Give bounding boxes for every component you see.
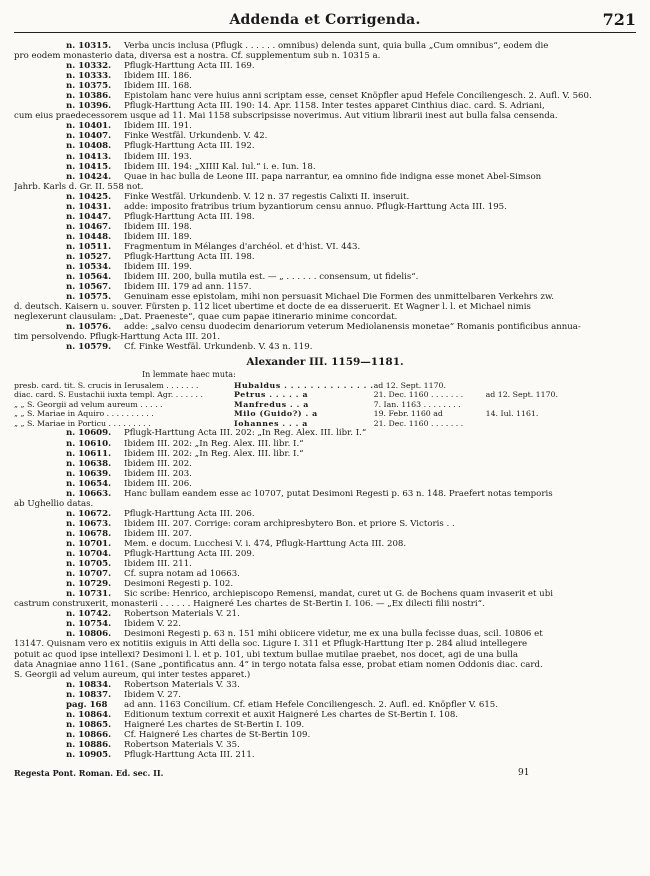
entry-row bbox=[14, 192, 636, 202]
entry-row bbox=[14, 710, 636, 720]
lemma-role: presb. card. tit. S. crucis in Ierusalem . . . . . . . bbox=[14, 380, 199, 390]
entry-text: Verba uncis inclusa (Pflugk . . . . . . omnibus) delenda sunt, quia bulla „Cum omnibus“, eodem die bbox=[124, 41, 549, 51]
entry-continuation: tim persolvendo. Pflugk-Harttung Acta III. 201. bbox=[14, 332, 221, 343]
entry-text: Robertson Materials V. 35. bbox=[124, 739, 240, 750]
entry-row bbox=[14, 519, 636, 529]
entry-text: Ibidem III. 198. bbox=[124, 221, 192, 232]
entry-continuation: pro eodem monasterio data, diversa est a nostra. Cf. supplementum sub n. 10315 a. bbox=[14, 51, 381, 62]
entry-text: Ibidem III. 189. bbox=[124, 231, 192, 242]
lemma-fin bbox=[486, 419, 586, 429]
entry-row bbox=[14, 91, 636, 101]
running-title: Addenda et Corrigenda. bbox=[229, 12, 421, 28]
lemma-row bbox=[14, 381, 586, 391]
entry-continuation: neglexerunt clausulam: „Dat. Praeneste“, quae cum papae itinerario minime concordat. bbox=[14, 312, 398, 323]
entry-number: n. 10415. bbox=[66, 161, 112, 172]
lemma-date: ad 12. Sept. 1170. bbox=[373, 380, 446, 390]
entry-row bbox=[14, 720, 636, 730]
entry-number: n. 10678. bbox=[66, 528, 112, 539]
entries-list-a bbox=[14, 41, 636, 352]
entry-row bbox=[14, 740, 636, 750]
entry-row bbox=[14, 509, 636, 519]
entry-number: n. 10332. bbox=[66, 61, 112, 72]
entry-row bbox=[14, 489, 636, 499]
entry-row bbox=[14, 469, 636, 479]
entry-number: n. 10705. bbox=[66, 559, 112, 570]
lemma-name: Iohannes . . . a bbox=[234, 418, 308, 428]
entry-row bbox=[14, 589, 636, 599]
entry-number: n. 10663. bbox=[66, 488, 112, 499]
entry-number: n. 10407. bbox=[66, 131, 112, 142]
lemma-fin bbox=[486, 381, 586, 391]
entry-continuation: data Anagniae anno 1161. (Sane „pontificatus ann. 4“ in tergo notata falsa esse, probat etiam nomen Oddonis diac. card. bbox=[14, 659, 543, 670]
lemma-table bbox=[14, 381, 586, 429]
entry-text: adde: „salvo censu duodecim denariorum veterum Mediolanensis monetae“ Romanis pontificibus annua- bbox=[124, 322, 581, 333]
entry-text: Desimoni Regesti p. 102. bbox=[124, 579, 234, 590]
entry-text: Cf. Finke Westfäl. Urkundenb. V. 43 n. 119. bbox=[124, 342, 313, 353]
lemma-date: 19. Febr. 1160 ad bbox=[373, 409, 443, 419]
entry-text: ad ann. 1163 Concilium. Cf. etiam Hefele Conciliengesch. 2. Aufl. ed. Knöpfler V. 615. bbox=[124, 699, 498, 710]
entry-text: Ibidem III. 202. bbox=[124, 458, 192, 469]
entry-number: n. 10579. bbox=[66, 342, 112, 353]
entry-number: n. 10564. bbox=[66, 272, 112, 283]
entry-row bbox=[14, 282, 636, 292]
entry-text: Robertson Materials V. 21. bbox=[124, 609, 240, 620]
entry-row bbox=[14, 569, 636, 579]
entry-row bbox=[14, 121, 636, 131]
entry-row bbox=[14, 262, 636, 272]
entry-text: Finke Westfäl. Urkundenb. V. 42. bbox=[124, 131, 268, 142]
entry-number: n. 10424. bbox=[66, 171, 112, 182]
entry-row bbox=[14, 680, 636, 690]
entry-text: Ibidem III. 179 ad ann. 1157. bbox=[124, 282, 252, 293]
entry-number: n. 10742. bbox=[66, 609, 112, 620]
entry-row bbox=[14, 81, 636, 91]
entry-number: n. 10806. bbox=[66, 629, 112, 640]
entry-number: n. 10609. bbox=[66, 428, 112, 439]
entry-text: Ibidem V. 27. bbox=[124, 689, 181, 700]
page-footer bbox=[14, 768, 636, 782]
entry-continuation: S. Georgii ad velum aureum, qui inter testes apparet.) bbox=[14, 669, 251, 680]
entry-row bbox=[14, 529, 636, 539]
entry-text: Ibidem III. 191. bbox=[124, 121, 192, 132]
entry-text: Quae in hac bulla de Leone III. papa narrantur, ea omnino fide indigna esse monet Abel-Simson bbox=[124, 171, 542, 182]
entry-text: Finke Westfäl. Urkundenb. V. 12 n. 37 regestis Calixti II. inseruit. bbox=[124, 191, 410, 202]
entry-continuation: d. deutsch. Kaisern u. souver. Fürsten p. 112 licet ubertime et docte de ea disseruerit. Et Wagner l. l. et Michael nimis bbox=[14, 302, 531, 313]
entry-number: n. 10534. bbox=[66, 262, 112, 273]
entry-number: n. 10447. bbox=[66, 211, 112, 222]
entry-number: n. 10413. bbox=[66, 151, 112, 162]
entry-row bbox=[14, 750, 636, 760]
entry-text: Cf. Haigneré Les chartes de St-Bertin 109. bbox=[124, 729, 311, 740]
entry-row bbox=[14, 559, 636, 569]
entry-row bbox=[14, 609, 636, 619]
entry-text: Pflugk-Harttung Acta III. 192. bbox=[124, 141, 255, 152]
entry-row bbox=[14, 141, 636, 151]
lemma-name: Petrus . . . . . a bbox=[234, 390, 309, 400]
entry-continuation: 13147. Quisnam vero ex notitiis exiguis in Atti della soc. Ligure I. 311 et Pflugk-Harttung Iter p. 284 aliud intellegere bbox=[14, 639, 528, 650]
entry-text: Pflugk-Harttung Acta III. 209. bbox=[124, 549, 255, 560]
entry-row bbox=[14, 549, 636, 559]
lemma-name: Hubaldus . . . . . . . . . . . . . . bbox=[234, 380, 374, 390]
entry-row bbox=[14, 162, 636, 172]
entry-text: Ibidem III. 203. bbox=[124, 468, 192, 479]
entry-text: Pflugk-Harttung Acta III. 169. bbox=[124, 61, 255, 72]
entry-row bbox=[14, 322, 636, 332]
entry-number: n. 10654. bbox=[66, 478, 112, 489]
entry-text: adde: imposito fratribus trium byzantiorum censu annuo. Pflugk-Harttung Acta III. 195. bbox=[124, 201, 507, 212]
entry-continuation: potuit ac quod ipse intellexi? Desimoni l. l. et p. 101, ubi textum bullae mutilae praebet, nos docet, agi de una bulla bbox=[14, 649, 519, 660]
entry-text: Ibidem III. 194: „XIIII Kal. Iul.“ i. e. Iun. 18. bbox=[124, 161, 316, 172]
entry-row bbox=[14, 342, 636, 352]
lemma-name: Manfredus . . a bbox=[234, 399, 309, 409]
entry-text: Ibidem III. 200, bulla mutila est. — „ . . . . . . consensum, ut fidelis“. bbox=[124, 272, 419, 283]
entry-row bbox=[14, 202, 636, 212]
entry-row bbox=[14, 172, 636, 182]
lemma-row bbox=[14, 419, 586, 429]
entry-text: Ibidem III. 186. bbox=[124, 71, 192, 82]
entry-number: n. 10834. bbox=[66, 679, 112, 690]
lemma-role: „ „ S. Mariae in Aquiro . . . . . . . . . . bbox=[14, 409, 154, 419]
lemma-role: „ „ S. Mariae in Porticu . . . . . . . . . bbox=[14, 418, 151, 428]
entries-list-b bbox=[14, 428, 636, 760]
entry-row bbox=[14, 222, 636, 232]
lemma-role: diac. card. S. Eustachii iuxta templ. Agr. . . . . . . bbox=[14, 390, 203, 400]
entry-text: Cf. supra notam ad 10663. bbox=[124, 569, 240, 580]
entry-text: Hanc bullam eandem esse ac 10707, putat Desimoni Regesti p. 63 n. 148. Praefert notas temporis bbox=[124, 488, 553, 499]
entry-text: Ibidem III. 207. bbox=[124, 528, 192, 539]
entry-number: n. 10886. bbox=[66, 739, 112, 750]
section-title: Alexander III. 1159—1181. bbox=[246, 356, 404, 369]
entry-text: Ibidem III. 193. bbox=[124, 151, 192, 162]
page-number: 721 bbox=[602, 10, 636, 29]
lemma-row bbox=[14, 409, 586, 419]
entry-text: Pflugk-Harttung Acta III. 198. bbox=[124, 211, 255, 222]
page-body bbox=[14, 41, 636, 760]
entry-number: n. 10401. bbox=[66, 121, 112, 132]
entry-number: n. 10731. bbox=[66, 589, 112, 600]
entry-row bbox=[14, 539, 636, 549]
entry-text: Pflugk-Harttung Acta III. 202: „In Reg. Alex. III. libr. I.“ bbox=[124, 428, 367, 439]
entry-row bbox=[14, 71, 636, 81]
entry-number: n. 10575. bbox=[66, 292, 112, 303]
entry-row bbox=[14, 579, 636, 589]
entry-number: n. 10704. bbox=[66, 549, 112, 560]
signature-mark: 91 bbox=[518, 768, 530, 779]
page bbox=[14, 8, 636, 782]
entry-row bbox=[14, 459, 636, 469]
lemma-name: Milo (Guido?) . a bbox=[234, 409, 318, 419]
page-header bbox=[14, 8, 636, 33]
entry-continuation: cum eius praedecessorem usque ad 11. Mai 1158 subscripsisse noverimus. Aut vitium librarii inest aut bulla falsa censenda. bbox=[14, 111, 558, 122]
entry-continuation: Jahrb. Karls d. Gr. II. 558 not. bbox=[14, 181, 144, 192]
entry-text: Haigneré Les chartes de St-Bertin I. 109. bbox=[124, 719, 305, 730]
entry-number: n. 10431. bbox=[66, 201, 112, 212]
entry-number: n. 10396. bbox=[66, 101, 112, 112]
entry-text: Mem. e docum. Lucchesi V. i. 474, Pflugk-Harttung Acta III. 208. bbox=[124, 538, 407, 549]
entry-row bbox=[14, 242, 636, 252]
entry-row bbox=[14, 730, 636, 740]
entry-text: Ibidem III. 211. bbox=[124, 559, 192, 570]
entry-number: n. 10837. bbox=[66, 689, 112, 700]
entry-text: Genuinam esse epistolam, mihi non persuasit Michael Die Formen des unmittelbaren Verkehrs zw. bbox=[124, 292, 555, 303]
entry-text: Pflugk-Harttung Acta III. 211. bbox=[124, 749, 255, 760]
entry-text: Pflugk-Harttung Acta III. 206. bbox=[124, 508, 255, 519]
entry-row bbox=[14, 41, 636, 51]
entry-number: n. 10315. bbox=[66, 41, 112, 51]
entry-number: n. 10408. bbox=[66, 141, 112, 152]
entry-row bbox=[14, 428, 636, 438]
entry-number: pag. 168 bbox=[66, 699, 108, 710]
entry-text: Ibidem III. 206. bbox=[124, 478, 192, 489]
entry-text: Epistolam hanc vere huius anni scriptam esse, censet Knöpfler apud Hefele Conciliengesch. 2. Aufl. V. 560. bbox=[124, 91, 592, 102]
entry-row bbox=[14, 212, 636, 222]
entry-number: n. 10386. bbox=[66, 91, 112, 102]
entry-row bbox=[14, 252, 636, 262]
entry-row bbox=[14, 232, 636, 242]
entry-number: n. 10864. bbox=[66, 709, 112, 720]
lemma-date: 21. Dec. 1160 . . . . . . . bbox=[373, 390, 464, 400]
entry-row bbox=[14, 292, 636, 302]
entry-continuation: castrum construxerit, monasterii . . . . . . Haigneré Les chartes de St-Bertin I. 106. — „Ex dilecti filii nostri“. bbox=[14, 599, 485, 610]
entry-number: n. 10467. bbox=[66, 221, 112, 232]
entry-number: n. 10448. bbox=[66, 231, 112, 242]
entry-number: n. 10672. bbox=[66, 508, 112, 519]
entry-number: n. 10527. bbox=[66, 251, 112, 262]
source-line: Regesta Pont. Roman. Ed. sec. II. bbox=[14, 768, 164, 779]
entry-number: n. 10707. bbox=[66, 569, 112, 580]
entry-number: n. 10610. bbox=[66, 438, 112, 449]
entry-text: Robertson Materials V. 33. bbox=[124, 679, 240, 690]
entry-number: n. 10729. bbox=[66, 579, 112, 590]
entry-number: n. 10905. bbox=[66, 749, 112, 760]
entry-row bbox=[14, 479, 636, 489]
entry-number: n. 10673. bbox=[66, 518, 112, 529]
entry-row bbox=[14, 61, 636, 71]
entry-row bbox=[14, 131, 636, 141]
entry-row bbox=[14, 439, 636, 449]
entry-row bbox=[14, 619, 636, 629]
lemma-fin: ad 12. Sept. 1170. bbox=[485, 390, 558, 400]
entry-row bbox=[14, 629, 636, 639]
entry-text: Sic scribe: Henrico, archiepiscopo Remensi, mandat, curet ut G. de Bochens quam invaserit et ubi bbox=[124, 589, 553, 600]
entry-text: Ibidem III. 202: „In Reg. Alex. III. libr. I.“ bbox=[124, 438, 304, 449]
entry-continuation: ab Ughellio datas. bbox=[14, 498, 94, 509]
entry-number: n. 10639. bbox=[66, 468, 112, 479]
entry-number: n. 10511. bbox=[66, 241, 112, 252]
entry-number: n. 10576. bbox=[66, 322, 112, 333]
entry-row bbox=[14, 700, 636, 710]
entry-number: n. 10567. bbox=[66, 282, 112, 293]
lemma-fin: 14. Iul. 1161. bbox=[485, 409, 539, 419]
entry-number: n. 10865. bbox=[66, 719, 112, 730]
entry-text: Editionum textum correxit et auxit Haigneré Les chartes de St-Bertin I. 108. bbox=[124, 709, 459, 720]
entry-number: n. 10866. bbox=[66, 729, 112, 740]
entry-text: Pflugk-Harttung Acta III. 190: 14. Apr. 1158. Inter testes apparet Cinthius diac. card. S. Adriani, bbox=[124, 101, 545, 112]
entry-number: n. 10638. bbox=[66, 458, 112, 469]
entry-text: Pflugk-Harttung Acta III. 198. bbox=[124, 251, 255, 262]
entry-row bbox=[14, 690, 636, 700]
entry-number: n. 10375. bbox=[66, 81, 112, 92]
entry-row bbox=[14, 101, 636, 111]
entry-number: n. 10611. bbox=[66, 448, 112, 459]
lemma-row bbox=[14, 390, 586, 400]
lemma-heading: In lemmate haec muta: bbox=[142, 370, 236, 380]
entry-number: n. 10425. bbox=[66, 191, 112, 202]
entry-number: n. 10333. bbox=[66, 71, 112, 82]
entry-text: Ibidem III. 168. bbox=[124, 81, 192, 92]
entry-row bbox=[14, 152, 636, 162]
lemma-date: 21. Dec. 1160 . . . . . . . bbox=[373, 418, 464, 428]
entry-row bbox=[14, 272, 636, 282]
entry-text: Fragmentum in Mélanges d'archéol. et d'hist. VI. 443. bbox=[124, 241, 361, 252]
entry-row bbox=[14, 449, 636, 459]
lemma-fin bbox=[486, 400, 586, 410]
lemma-date: 7. Ian. 1163 . . . . . . . . bbox=[373, 399, 461, 409]
entry-text: Ibidem III. 202: „In Reg. Alex. III. libr. I.“ bbox=[124, 448, 304, 459]
entry-number: n. 10754. bbox=[66, 619, 112, 630]
entry-text: Desimoni Regesti p. 63 n. 151 mihi obiicere videtur, me ex una bulla fecisse duas, scil. 10806 et bbox=[124, 629, 543, 640]
entry-text: Ibidem III. 207. Corrige: coram archipresbytero Bon. et priore S. Victoris . . bbox=[124, 518, 455, 529]
lemma-row bbox=[14, 400, 586, 410]
entry-number: n. 10701. bbox=[66, 538, 112, 549]
entry-text: Ibidem III. 199. bbox=[124, 262, 192, 273]
entry-text: Ibidem V. 22. bbox=[124, 619, 181, 630]
lemma-role: „ „ S. Georgii ad velum aureum . . . . . bbox=[14, 399, 163, 409]
